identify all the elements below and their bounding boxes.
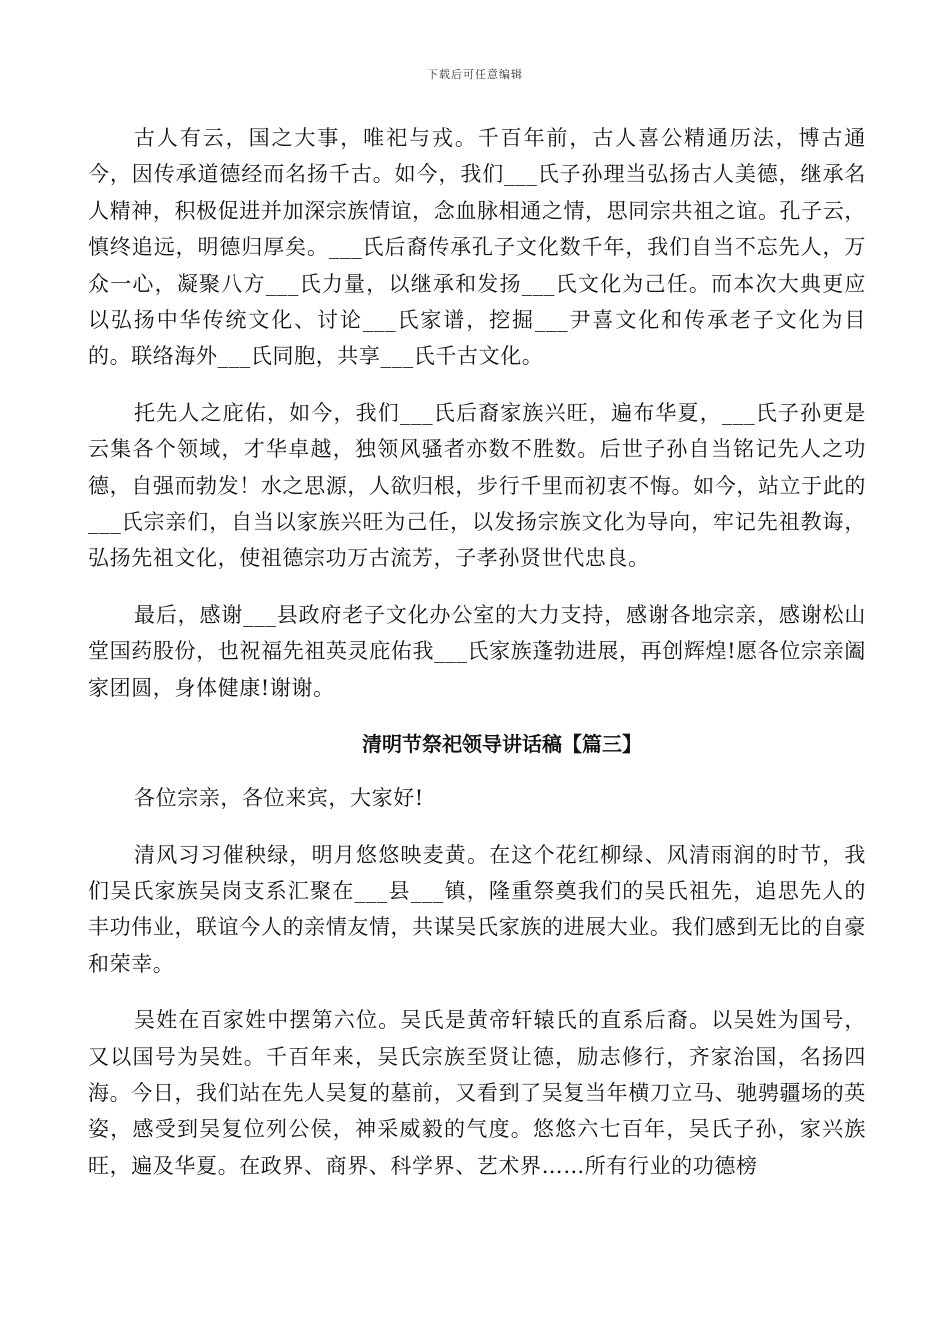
paragraph: 吴姓在百家姓中摆第六位。吴氏是黄帝轩辕氏的直系后裔。以吴姓为国号，又以国号为吴姓。千百年来，吴氏宗族至贤让德，励志修行，齐家治国，名扬四海。今日，我们站在先人吴复的墓前，又看到了吴复当年横刀立马、驰骋疆场的英姿，感受到吴复位列公侯，神采威毅的气度。悠悠六七百年，吴氏子孙，家兴族旺，遍及华夏。在政界、商界、科学界、艺术界……所有行业的功德榜 (88, 1008, 866, 1178)
paragraph: 清风习习催秧绿，明月悠悠映麦黄。在这个花红柳绿、风清雨润的时节，我们吴氏家族吴岗支系汇聚在___县___镇，隆重祭奠我们的吴氏祖先，追思先人的丰功伟业，联谊今人的亲情友情，共谋吴氏家族的进展大业。我们感到无比的自豪和荣幸。 (88, 842, 866, 976)
section-title: 清明节祭祀领导讲话稿【篇三】 (362, 732, 642, 757)
greeting-paragraph: 各位宗亲，各位来宾，大家好! (134, 786, 424, 811)
paragraph: 古人有云，国之大事，唯祀与戎。千百年前，古人喜公精通历法，博古通今，因传承道德经而名扬千古。如今，我们___氏子孙理当弘扬古人美德，继承名人精神，积极促进并加深宗族情谊，念血脉相通之情，思同宗共祖之谊。孔子云，慎终追远，明德归厚矣。___氏后裔传承孔子文化数千年，我们自当不忘先人，万众一心，凝聚八方___氏力量，以继承和发扬___氏文化为己任。而本次大典更应以弘扬中华传统文化、讨论___氏家谱，挖掘___尹喜文化和传承老子文化为目的。联络海外___氏同胞，共享___氏千古文化。 (88, 126, 866, 369)
header-note: 下载后可任意编辑 (427, 68, 523, 81)
paragraph: 最后，感谢___县政府老子文化办公室的大力支持，感谢各地宗亲，感谢松山堂国药股份，也祝福先祖英灵庇佑我___氏家族蓬勃进展，再创辉煌!愿各位宗亲阖家团圆，身体健康!谢谢。 (88, 602, 866, 700)
paragraph: 托先人之庇佑，如今，我们___氏后裔家族兴旺，遍布华夏，___氏子孙更是云集各个领域，才华卓越，独领风骚者亦数不胜数。后世子孙自当铭记先人之功德，自强而勃发！水之思源，人欲归根，步行千里而初衷不悔。如今，站立于此的___氏宗亲们，自当以家族兴旺为己任，以发扬宗族文化为导向，牢记先祖教诲，弘扬先祖文化，使祖德宗功万古流芳，子孝孙贤世代忠良。 (88, 400, 866, 571)
document-body (88, 120, 866, 1204)
